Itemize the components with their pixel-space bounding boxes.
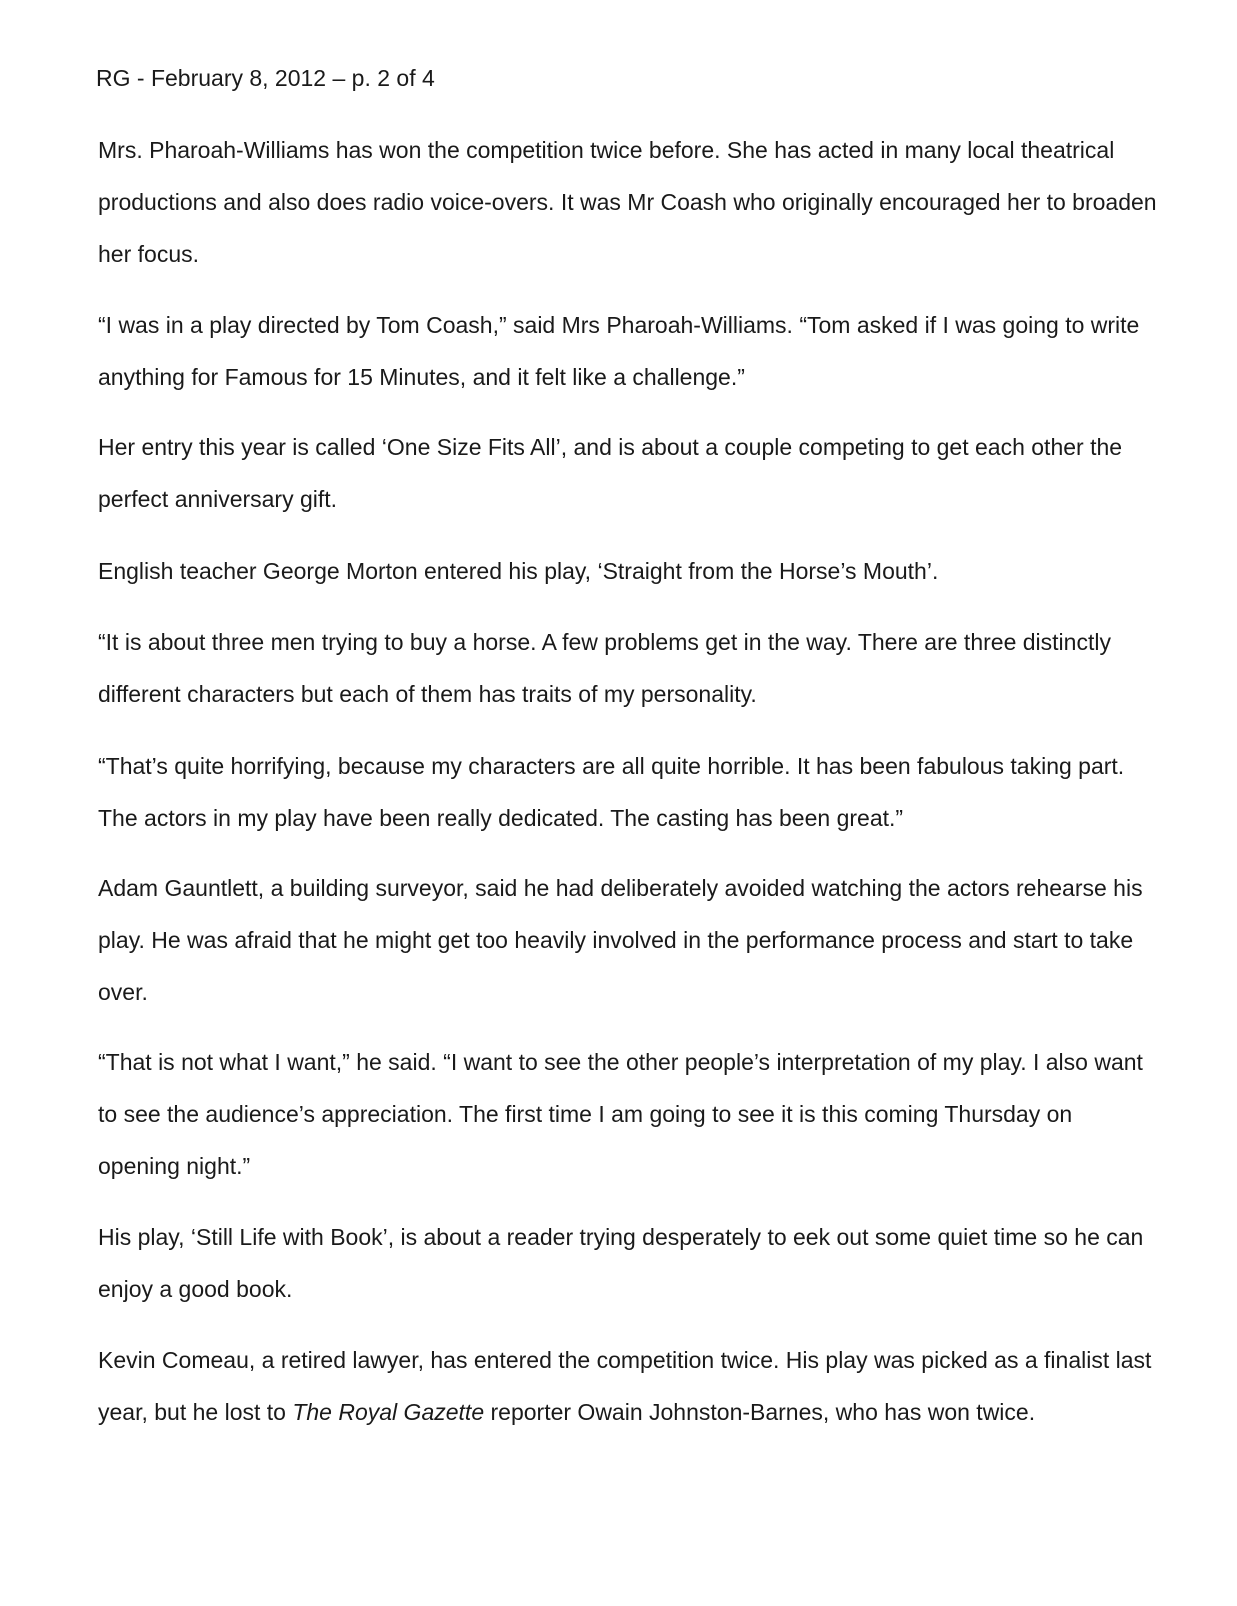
paragraph-9: His play, ‘Still Life with Book’, is about a reader trying desperately to eek out some quiet time so he can enjoy a good book.	[98, 1224, 1144, 1302]
paragraph-4: English teacher George Morton entered his play, ‘Straight from the Horse’s Mouth’.	[98, 558, 939, 584]
paragraph-2: “I was in a play directed by Tom Coash,” said Mrs Pharoah-Williams. “Tom asked if I was going to write anything for Famous for 15 Minutes, and it felt like a challenge.”	[98, 312, 1140, 390]
page-header: RG - February 8, 2012 – p. 2 of 4	[96, 65, 435, 91]
publication-name-italic: The Royal Gazette	[292, 1399, 485, 1425]
paragraph-1: Mrs. Pharoah-Williams has won the competition twice before. She has acted in many local theatrical productions and also does radio voice-overs. It was Mr Coash who originally encouraged her to broaden her focus.	[98, 137, 1157, 267]
paragraph-5: “It is about three men trying to buy a horse. A few problems get in the way. There are three distinctly different characters but each of them has traits of my personality.	[98, 629, 1111, 707]
paragraph-6: “That’s quite horrifying, because my characters are all quite horrible. It has been fabulous taking part. The actors in my play have been really dedicated. The casting has been great.”	[98, 753, 1125, 831]
paragraph-8: “That is not what I want,” he said. “I want to see the other people’s interpretation of my play. I also want to see the audience’s appreciation. The first time I am going to see it is this coming Thursday on opening night.”	[98, 1049, 1143, 1179]
paragraph-3: Her entry this year is called ‘One Size Fits All’, and is about a couple competing to get each other the perfect anniversary gift.	[98, 434, 1123, 512]
paragraph-7: Adam Gauntlett, a building surveyor, said he had deliberately avoided watching the actors rehearse his play. He was afraid that he might get too heavily involved in the performance process and start to take over.	[98, 875, 1143, 1005]
paragraph-10-text-before: Kevin Comeau, a retired lawyer, has entered the competition twice. His play was picked as a finalist last year, but he lost to	[98, 1347, 1152, 1425]
paragraph-10	[98, 1334, 1158, 1438]
paragraph-10-text-after: reporter Owain Johnston-Barnes, who has won twice.	[484, 1399, 1036, 1425]
